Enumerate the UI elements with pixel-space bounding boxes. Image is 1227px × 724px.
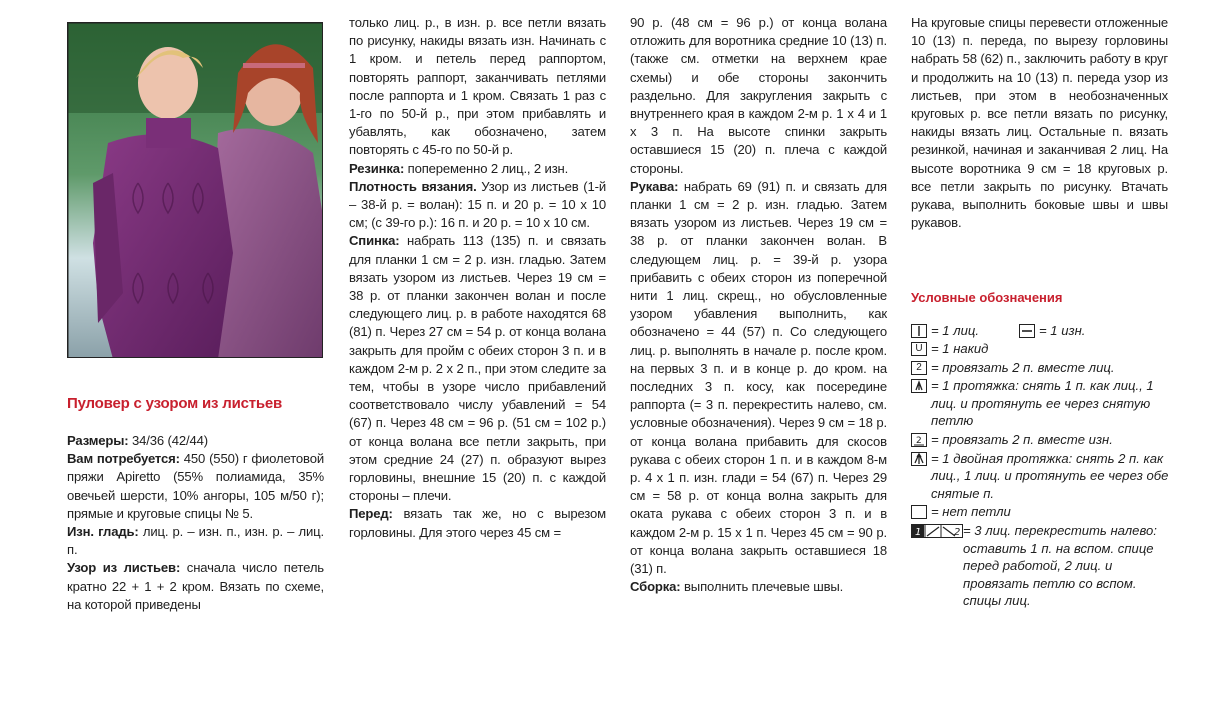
paragraph (630, 578, 887, 596)
text-column-1 (67, 432, 324, 614)
paragraph-heading: Вам потребуется: (67, 451, 180, 467)
paragraph-body: только лиц. р., в изн. р. все петли вязать по рисунку, накиды вязать изн. Начинать с 1 кром. и петель перед раппортом, повторять раппорт, заканчивать петлями после раппорта и 1 кром. Связать 1 раз с 1-го по 50-й р., при этом прибавлять и убавлять, как обозначено, затем повторять с 45-го по 50-й р. (349, 15, 606, 158)
paragraph-body: 450 (550) г фиолетовой пряжи Apiretto (55% полиамида, 35% овечьей шерсти, 10% ангоры, 105 м/50 г); прямые и круговые спицы № 5. (67, 451, 324, 521)
legend-cable-text: = 3 лиц. перекрестить налево: оставить 1 п. на вспом. спице перед работой, 2 лиц. и провязать петлю со вспом. спицы лиц. (963, 522, 1157, 609)
paragraph-heading: Плотность вязания. (349, 178, 477, 194)
skp-icon (911, 379, 927, 393)
no-stitch-icon (911, 505, 927, 519)
paragraph-body: набрать 113 (135) п. и связать для планки 1 см = 2 р. изн. гладью. Затем вязать узором из листьев. Через 19 см = 38 р. от планки закончен волан и после следующего лиц. р. в работе находятся 68 (81) п. Через 27 см = 54 р. от конца волана закрыть для пройм с обеих сторон 3 п. и в каждом 2-м р. 2 х 2 п., при этом следите за тем, чтобы в узоре число прибавлений соответствовало числу убавлений = 54 (67) п. Через 48 см = 96 р. (51 см = 102 р.) от конца волана все петли закрыть, при этом средние 24 (27) п. образуют вырез горловины, внешние 15 (20) п. с каждой стороны – плечи. (349, 233, 606, 504)
purl-stitch-icon (1019, 324, 1035, 338)
cable-cross-icon (911, 524, 963, 538)
paragraph-body: На круговые спицы перевести отложенные 10 (13) п. переда, по вырезу горловины набрать 58 (62) п., заключить работу в круг и продолжить на 10 (13) п. переда узор из листьев, при этом в необозначенных круговых р. все петли вязать по рисунку, накиды вязать лиц. Остальные п. вязать резинкой, начиная и заканчивая 2 лиц. На высоте воротника 9 см = 18 круговых р. все петли закрыть по рисунку. Втачать рукава, выполнить боковые швы и швы рукавов. (911, 15, 1168, 231)
photo-two-women-in-purple-sweaters (67, 22, 323, 358)
paragraph-heading: Изн. гладь: (67, 524, 139, 540)
paragraph (911, 14, 1168, 232)
svg-text:2: 2 (954, 526, 961, 538)
legend-item-yarn-over (911, 340, 1171, 358)
knit-stitch-icon (911, 324, 927, 338)
legend-item-skp (911, 377, 1171, 430)
legend-skp-text: = 1 протяжка: снять 1 п. как лиц., 1 лиц. и протянуть ее через снятую петлю (931, 378, 1154, 429)
text-column-2 (349, 14, 606, 542)
legend (911, 322, 1171, 611)
paragraph (67, 523, 324, 559)
legend-item-k2tog (911, 359, 1171, 377)
paragraph (349, 232, 606, 505)
paragraph (630, 178, 887, 578)
text-column-3 (630, 14, 887, 597)
paragraph-body: Узор из листьев (1-й – 38-й р. = волан): 15 п. и 20 р. = 10 х 10 см; (с 39-го р.): 16 п. и 20 р. = 10 х 10 см. (349, 178, 606, 231)
paragraph-heading: Спинка: (349, 233, 400, 249)
paragraph (630, 14, 887, 178)
paragraph-heading: Узор из листьев: (67, 560, 181, 576)
paragraph (67, 559, 324, 614)
paragraph-body: выполнить плечевые швы. (680, 579, 844, 595)
yarn-over-icon: U (911, 342, 927, 356)
paragraph-heading: Размеры: (67, 433, 129, 448)
paragraph-body: 90 р. (48 см = 96 р.) от конца волана отложить для воротника средние 10 (13) п. (также см. отметки на верхнем крае схемы) и обе стороны закончить раздельно. Для закругления закрыть с внутреннего края в каждом 2-м р. 1 х 4 и 1 х 3 п. На высоте спинки закрыть оставшиеся 15 (20) п. плеча с каждой стороны. (630, 15, 887, 176)
paragraph-body: попеременно 2 лиц., 2 изн. (404, 160, 569, 176)
paragraph (67, 450, 324, 523)
legend-no-stitch-text: = нет петли (931, 504, 1011, 520)
legend-row-knit-purl (911, 322, 1171, 340)
legend-item-double-decrease (911, 450, 1171, 503)
paragraph-heading: Сборка: (630, 579, 681, 595)
legend-k2tog-text: = провязать 2 п. вместе лиц. (931, 359, 1115, 375)
paragraph (67, 432, 324, 450)
paragraph-body: вязать так же, но с вырезом горловины. Для этого через 45 см = (349, 506, 606, 540)
legend-purl-text: = 1 изн. (1039, 323, 1086, 338)
paragraph-heading: Перед: (349, 506, 393, 522)
svg-text:2: 2 (916, 435, 922, 446)
paragraph-heading: Рукава: (630, 178, 679, 194)
legend-item-cable (911, 522, 1171, 610)
legend-p2tog-text: = провязать 2 п. вместе изн. (931, 431, 1113, 447)
legend-title: Условные обозначения (911, 290, 1063, 305)
k2tog-icon: 2 (911, 361, 927, 375)
legend-item-purl (1019, 322, 1085, 340)
p2tog-icon (911, 433, 927, 447)
double-decrease-icon (911, 452, 927, 466)
article-title: Пуловер с узором из листьев (67, 395, 283, 412)
legend-double-decrease-text: = 1 двойная протяжка: снять 2 п. как лиц., 1 лиц. и протянуть ее через обе снятые п. (931, 450, 1169, 501)
paragraph (349, 505, 606, 541)
paragraph-heading: Резинка: (349, 160, 405, 176)
paragraph (349, 14, 606, 160)
legend-yarn-over-text: = 1 накид (931, 341, 989, 356)
paragraph-body: лиц. р. – изн. п., изн. р. – лиц. п. (67, 524, 325, 558)
paragraph-body: 34/36 (42/44) (128, 433, 208, 448)
paragraph (349, 160, 606, 178)
text-column-4 (911, 14, 1168, 232)
svg-text:1: 1 (915, 526, 922, 538)
legend-item-p2tog (911, 431, 1171, 449)
legend-knit-text: = 1 лиц. (931, 323, 979, 338)
paragraph-body: набрать 69 (91) п. и связать для планки 1 см = 2 р. изн. гладью. Затем вязать узором из листьев. Через 19 см = 38 р. от планки закончен волан. В следующем лиц. р. = 39-й р. узора прибавить с обеих сторон из поперечной нити 1 лиц. скрещ., но обусловленные узором убавления выполнить, как обозначено = 44 (57) п. Со следующего лиц. р. выполнять в начале р. после кром. на первых 3 п. и в конце р. до кром. на последних 3 п. косу, как посередине раппорта (= 3 п. перекрестить налево, см. условные обозначения). Через 9 см = 18 р. от конца волана прибавить для скосов рукава с обеих сторон 1 п. и в каждом 8-м р. 4 х 1 п. изн. глади = 54 (67) п. Через 29 см = 58 р. от конца волна закрыть для оката рукава с обеих сторон 3 п. и в каждом 2-м р. 15 х 1 п. Через 45 см = 90 р. от конца волана закрыть оставшиеся 18 (31) п. (630, 178, 887, 577)
paragraph-body: сначала число петель кратно 22 + 1 + 2 кром. Вязать по схеме, на которой приведены (67, 560, 324, 612)
legend-item-knit (911, 322, 979, 340)
legend-item-no-stitch (911, 503, 1171, 521)
paragraph (349, 178, 606, 233)
